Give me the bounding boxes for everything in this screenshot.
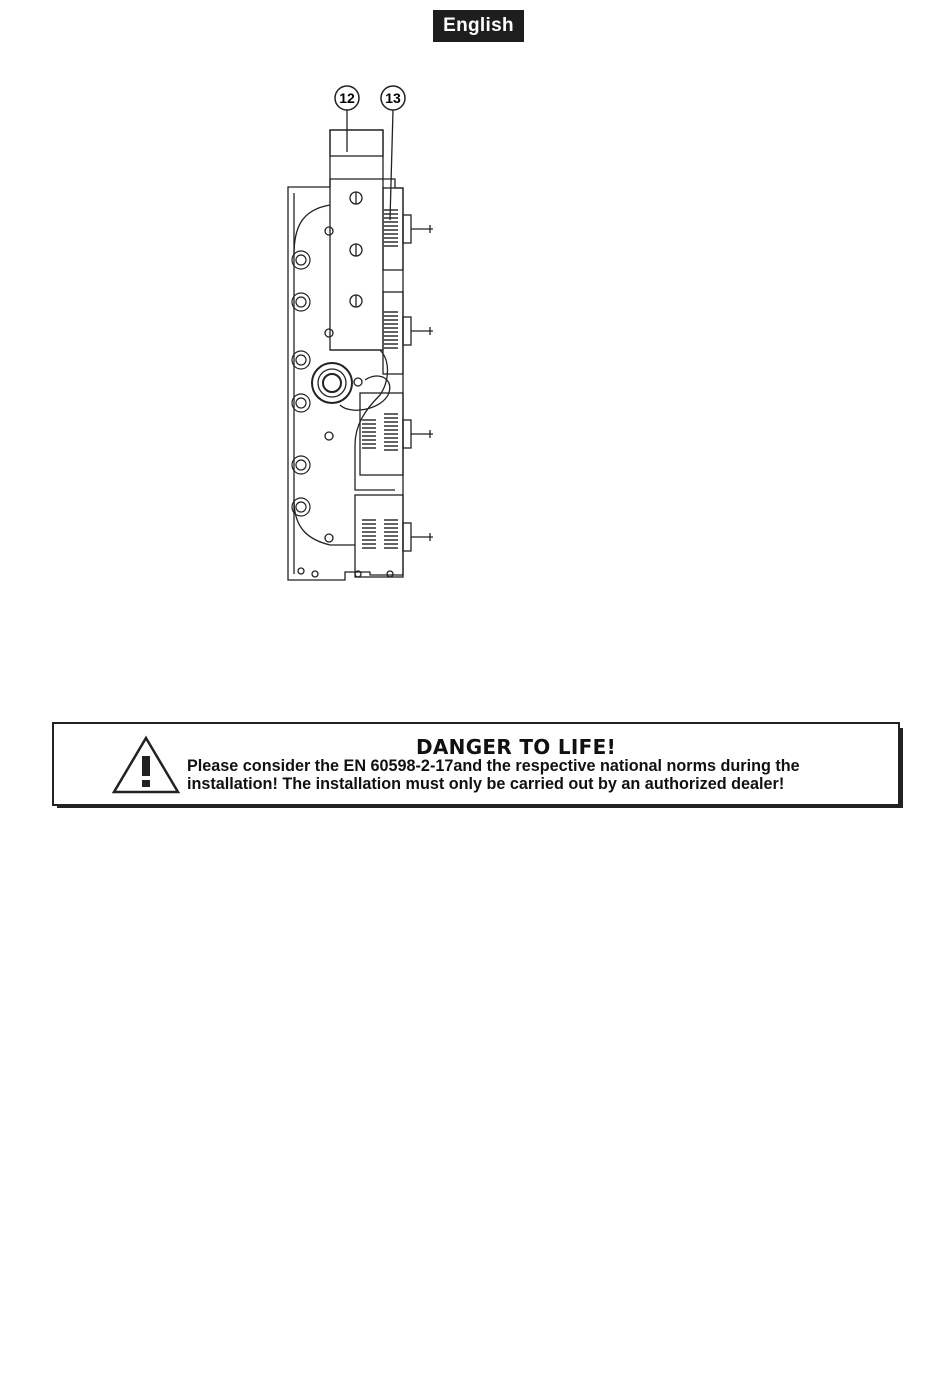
warning-line-2: installation! The installation must only be carried out by an authorized dealer! xyxy=(187,775,785,793)
warning-line-1: Please consider the EN 60598-2-17and the respective national norms during the xyxy=(187,757,800,775)
language-tag xyxy=(433,10,524,42)
language-label: English xyxy=(443,15,514,36)
device-drawing xyxy=(270,80,450,590)
warning-text xyxy=(187,757,887,793)
mounting-bracket-illustration xyxy=(270,80,450,590)
callout-12: 12 xyxy=(339,90,355,106)
warning-title: DANGER TO LIFE! xyxy=(416,735,616,759)
callout-13: 13 xyxy=(385,90,401,106)
danger-warning-box xyxy=(52,722,900,806)
